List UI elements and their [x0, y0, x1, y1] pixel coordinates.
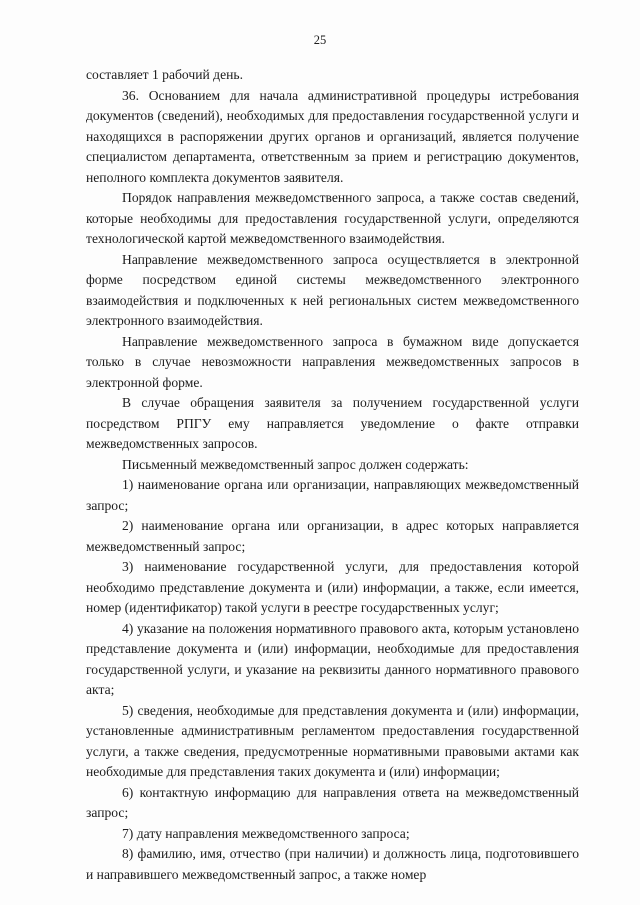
- paragraph-p3: Направление межведомственного запроса осуществляется в электронной форме посредством единой системы межведомственного электронного взаимодействия и подключенных к ней региональных систем межведомственного электронного взаимодействия.: [86, 251, 579, 328]
- paragraph-p8: 2) наименование органа или организации, в адрес которых направляется межведомственный запрос;: [86, 518, 579, 554]
- paragraph-p2: Порядок направления межведомственного запроса, а также состав сведений, которые необходимы для предоставления государственной услуги, определяются технологической картой межведомственного взаимодействия.: [86, 190, 579, 246]
- paragraph-p7: 1) наименование органа или организации, направляющих межведомственный запрос;: [86, 477, 579, 513]
- page-number: 25: [313, 33, 327, 47]
- paragraph-p1: 36. Основанием для начала административной процедуры истребования документов (сведений), необходимых для предоставления государственной услуги и находящихся в распоряжении других органов и организаций, является получение специалистом департамента, ответственным за прием и регистрацию документов, неполного комплекта документов заявителя.: [86, 87, 579, 185]
- document-body: [86, 65, 579, 885]
- paragraph-p10: 4) указание на положения нормативного правового акта, которым установлено представление документа и (или) информации, необходимые для предоставления государственной услуги, и указание на реквизиты данного нормативного правового акта;: [86, 620, 579, 697]
- paragraph-p4: Направление межведомственного запроса в бумажном виде допускается только в случае невозможности направления межведомственных запросов в электронной форме.: [86, 333, 579, 390]
- paragraph-p13: 7) дату направления межведомственного запроса;: [122, 825, 410, 841]
- paragraph-p0: составляет 1 рабочий день.: [86, 67, 243, 82]
- paragraph-p6: Письменный межведомственный запрос должен содержать:: [122, 456, 469, 472]
- paragraph-p14: 8) фамилию, имя, отчество (при наличии) и должность лица, подготовившего и направившего межведомственный запрос, а также номер: [86, 846, 579, 882]
- paragraph-p12: 6) контактную информацию для направления ответа на межведомственный запрос;: [86, 784, 579, 820]
- paragraph-p5: В случае обращения заявителя за получением государственной услуги посредством РПГУ ему направляется уведомление о факте отправки межведомственных запросов.: [86, 395, 579, 451]
- paragraph-p9: 3) наименование государственной услуги, для предоставления которой необходимо представление документа и (или) информации, а также, если имеется, номер (идентификатор) такой услуги в реестре государственных услуг;: [86, 559, 579, 615]
- paragraph-p11: 5) сведения, необходимые для представления документа и (или) информации, установленные административным регламентом предоставления государственной услуги, а также сведения, предусмотренные нормативными правовыми актами как необходимые для представления таких документа и (или) информации;: [86, 702, 579, 779]
